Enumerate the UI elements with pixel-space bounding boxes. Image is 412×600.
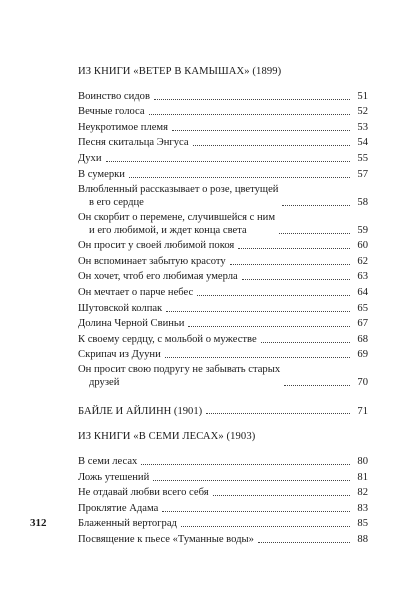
toc-entry: [78, 299, 368, 315]
entry-page: 85: [357, 518, 368, 530]
entry-title: Ложь утешений: [78, 471, 150, 483]
entry-page: 63: [357, 271, 368, 283]
entry-title-line: Влюбленный рассказывает о розе, цветущей: [78, 183, 279, 195]
entry-title-line: Он скорбит о перемене, случившейся с ним: [78, 211, 276, 223]
section-entries: [78, 87, 368, 389]
toc-entry: [78, 209, 368, 237]
entry-title-line: в его сердце: [89, 196, 144, 208]
toc-entry: [78, 87, 368, 103]
toc-entry: [78, 530, 368, 546]
dot-leader: [282, 205, 350, 206]
toc-entry: [78, 361, 368, 389]
entry-page: 58: [357, 196, 368, 208]
toc-entry: [78, 149, 368, 165]
entry-page: 68: [357, 333, 368, 345]
toc-entry: [78, 118, 368, 134]
dot-leader: [284, 385, 350, 386]
toc-entry: [78, 401, 368, 417]
entry-title: Песня скитальца Энгуса: [78, 137, 189, 149]
entry-page: 65: [357, 302, 368, 314]
entry-page: 83: [357, 502, 368, 514]
dot-leader: [149, 114, 350, 115]
entry-title: [78, 211, 275, 237]
entry-title: Не отдавай любви всего себя: [78, 487, 209, 499]
entry-page: 54: [357, 137, 368, 149]
entry-title: Воинство сидов: [78, 90, 150, 102]
entry-title: Долина Черной Свиньи: [78, 318, 185, 330]
entry-page: 59: [357, 224, 368, 236]
entry-title: Он мечтает о парче небес: [78, 286, 194, 298]
entry-title: Блаженный вертоград: [78, 518, 177, 530]
toc-entry: [78, 237, 368, 253]
dot-leader: [153, 480, 350, 481]
dot-leader: [165, 357, 350, 358]
toc-entry: [78, 134, 368, 150]
entry-page: 53: [357, 121, 368, 133]
dot-leader: [206, 413, 350, 414]
entry-title: В сумерки: [78, 168, 125, 180]
entry-page: 52: [357, 106, 368, 118]
entry-title: Неукротимое племя: [78, 121, 169, 133]
dot-leader: [230, 264, 350, 265]
entry-page: 60: [357, 240, 368, 252]
dot-leader: [141, 464, 350, 465]
dot-leader: [197, 295, 350, 296]
section-heading: ИЗ КНИГИ «В СЕМИ ЛЕСАХ» (1903): [78, 431, 256, 443]
entry-page: 57: [357, 168, 368, 180]
entry-page: 70: [357, 377, 368, 389]
dot-leader: [213, 495, 350, 496]
entry-page: 62: [357, 255, 368, 267]
table-of-contents: [78, 64, 368, 546]
entry-page: 64: [357, 286, 368, 298]
toc-entry: [78, 515, 368, 531]
entry-title: Он вспоминает забытую красоту: [78, 255, 226, 267]
toc-entry: [78, 346, 368, 362]
entry-page: 67: [357, 318, 368, 330]
entry-title-line: и его любимой, и ждет конца света: [89, 224, 247, 236]
entry-title: [78, 183, 278, 209]
section-entries: [78, 452, 368, 546]
entry-title: В семи лесах: [78, 455, 138, 467]
dot-leader: [166, 311, 350, 312]
dot-leader: [129, 177, 350, 178]
entry-page: 88: [357, 533, 368, 545]
entry-title: Посвящение к пьесе «Туманные воды»: [78, 533, 254, 545]
dot-leader: [154, 99, 350, 100]
entry-page: 51: [357, 90, 368, 102]
dot-leader: [188, 326, 350, 327]
dot-leader: [162, 511, 350, 512]
entry-page: 55: [357, 152, 368, 164]
dot-leader: [106, 161, 351, 162]
entry-title: Проклятие Адама: [78, 502, 159, 514]
entry-title: Он хочет, чтоб его любимая умерла: [78, 271, 238, 283]
dot-leader: [242, 279, 350, 280]
dot-leader: [238, 248, 350, 249]
entry-title: Шутовской колпак: [78, 302, 163, 314]
entry-page: 71: [357, 406, 368, 418]
entry-title: Духи: [78, 152, 102, 164]
entry-title-line: Он просит свою подругу не забывать старых: [78, 364, 281, 376]
dot-leader: [279, 233, 350, 234]
toc-entry: [78, 268, 368, 284]
toc-entry: [78, 252, 368, 268]
entry-title: Вечные голоса: [78, 106, 145, 118]
entry-page: 82: [357, 487, 368, 499]
section-heading: БАЙЛЕ И АЙЛИНН (1901): [78, 406, 203, 418]
dot-leader: [258, 542, 350, 543]
dot-leader: [172, 130, 350, 131]
dot-leader: [261, 342, 350, 343]
entry-page: 80: [357, 455, 368, 467]
toc-entry: [78, 484, 368, 500]
entry-title-line: друзей: [89, 377, 120, 389]
entry-title: Он просит у своей любимой покоя: [78, 240, 235, 252]
page-number: 312: [30, 517, 47, 529]
toc-entry: [78, 452, 368, 468]
toc-entry: [78, 165, 368, 181]
entry-title: К своему сердцу, с мольбой о мужестве: [78, 333, 257, 345]
toc-entry: [78, 283, 368, 299]
entry-page: 81: [357, 471, 368, 483]
dot-leader: [193, 145, 350, 146]
section-heading: ИЗ КНИГИ «ВЕТЕР В КАМЫШАХ» (1899): [78, 66, 282, 77]
entry-page: 69: [357, 349, 368, 361]
toc-entry: [78, 103, 368, 119]
toc-entry: [78, 330, 368, 346]
toc-entry: [78, 468, 368, 484]
toc-entry: [78, 499, 368, 515]
entry-title: [78, 363, 280, 389]
toc-entry: [78, 181, 368, 209]
dot-leader: [181, 526, 350, 527]
entry-title: Скрипач из Дууни: [78, 349, 161, 361]
toc-entry: [78, 315, 368, 331]
